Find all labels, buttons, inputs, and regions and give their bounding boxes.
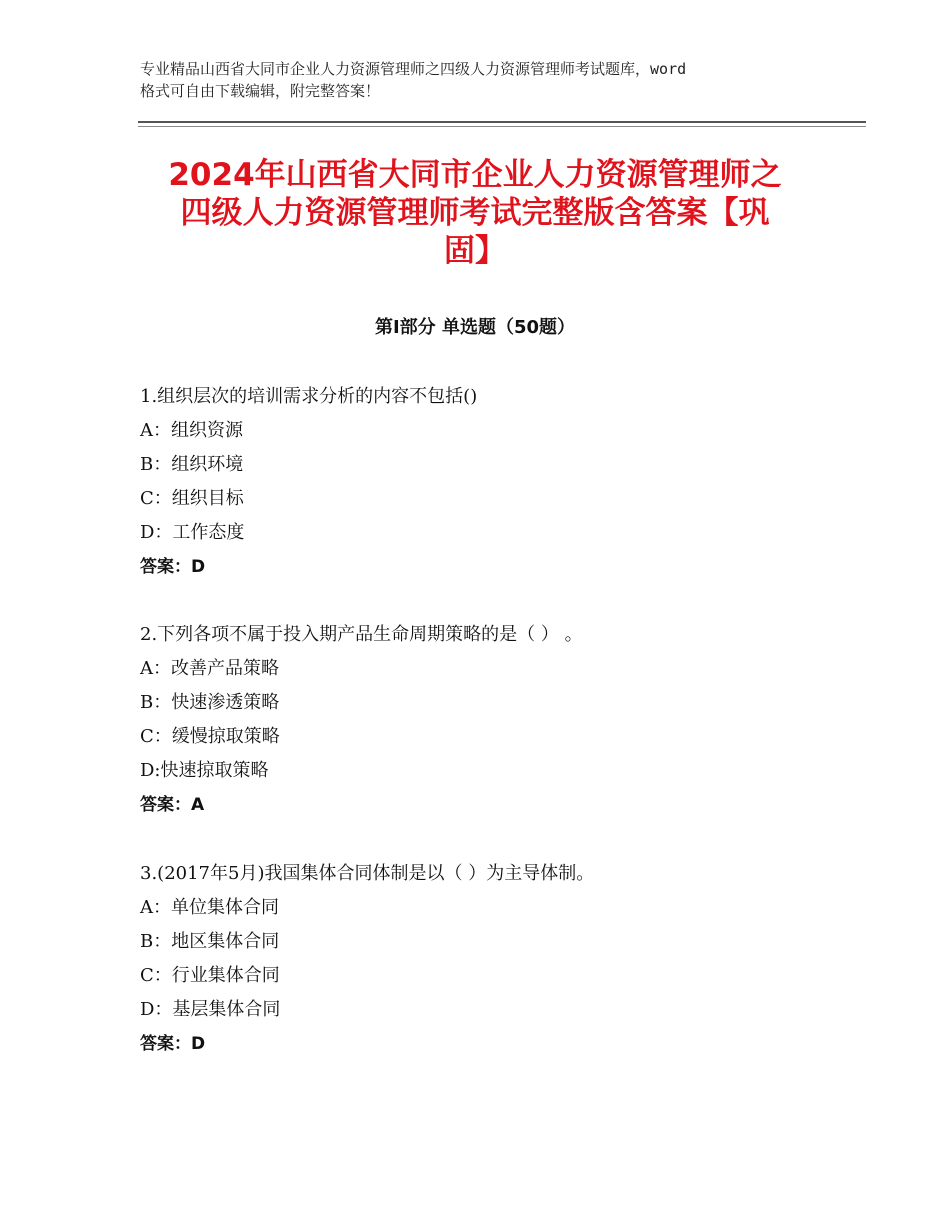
- document-title-line-2: 四级人力资源管理师考试完整版含答案【巩: [180, 195, 770, 231]
- option-d: D:快速掠取策略: [140, 760, 269, 781]
- option-d: D：基层集体合同: [140, 999, 281, 1020]
- option-b: B：组织环境: [140, 454, 244, 475]
- question-stem: 1.组织层次的培训需求分析的内容不包括(): [140, 386, 478, 407]
- question-block: [140, 857, 840, 1061]
- header-divider-thick: [138, 121, 866, 123]
- option-c: C：行业集体合同: [140, 965, 280, 986]
- answer-line: 答案：A: [140, 795, 205, 815]
- header-divider-thin: [138, 126, 866, 127]
- option-a: A：单位集体合同: [140, 897, 279, 918]
- document-title: [120, 156, 830, 270]
- option-b: B：快速渗透策略: [140, 692, 280, 713]
- question-stem: 3.(2017年5月)我国集体合同体制是以（ ）为主导体制。: [140, 863, 595, 884]
- option-c: C：组织目标: [140, 488, 244, 509]
- option-b: B：地区集体合同: [140, 931, 280, 952]
- option-a: A：组织资源: [140, 420, 243, 441]
- answer-line: 答案：D: [140, 1034, 206, 1054]
- question-stem: 2.下列各项不属于投入期产品生命周期策略的是（ ） 。: [140, 624, 583, 645]
- question-block: [140, 380, 840, 584]
- section-heading: 第Ⅰ部分 单选题（50题）: [374, 317, 575, 338]
- document-title-line-1: 2024年山西省大同市企业人力资源管理师之: [168, 157, 782, 193]
- header-note-line-2: 格式可自由下载编辑，附完整答案！: [140, 82, 381, 100]
- header-note-line-1: 专业精品山西省大同市企业人力资源管理师之四级人力资源管理师考试题库，word: [140, 60, 687, 78]
- header-note: [140, 58, 830, 102]
- option-a: A：改善产品策略: [140, 658, 279, 679]
- document-title-line-3: 固】: [444, 233, 506, 269]
- question-block: [140, 618, 840, 822]
- option-c: C：缓慢掠取策略: [140, 726, 280, 747]
- answer-line: 答案：D: [140, 557, 206, 577]
- option-d: D：工作态度: [140, 522, 245, 543]
